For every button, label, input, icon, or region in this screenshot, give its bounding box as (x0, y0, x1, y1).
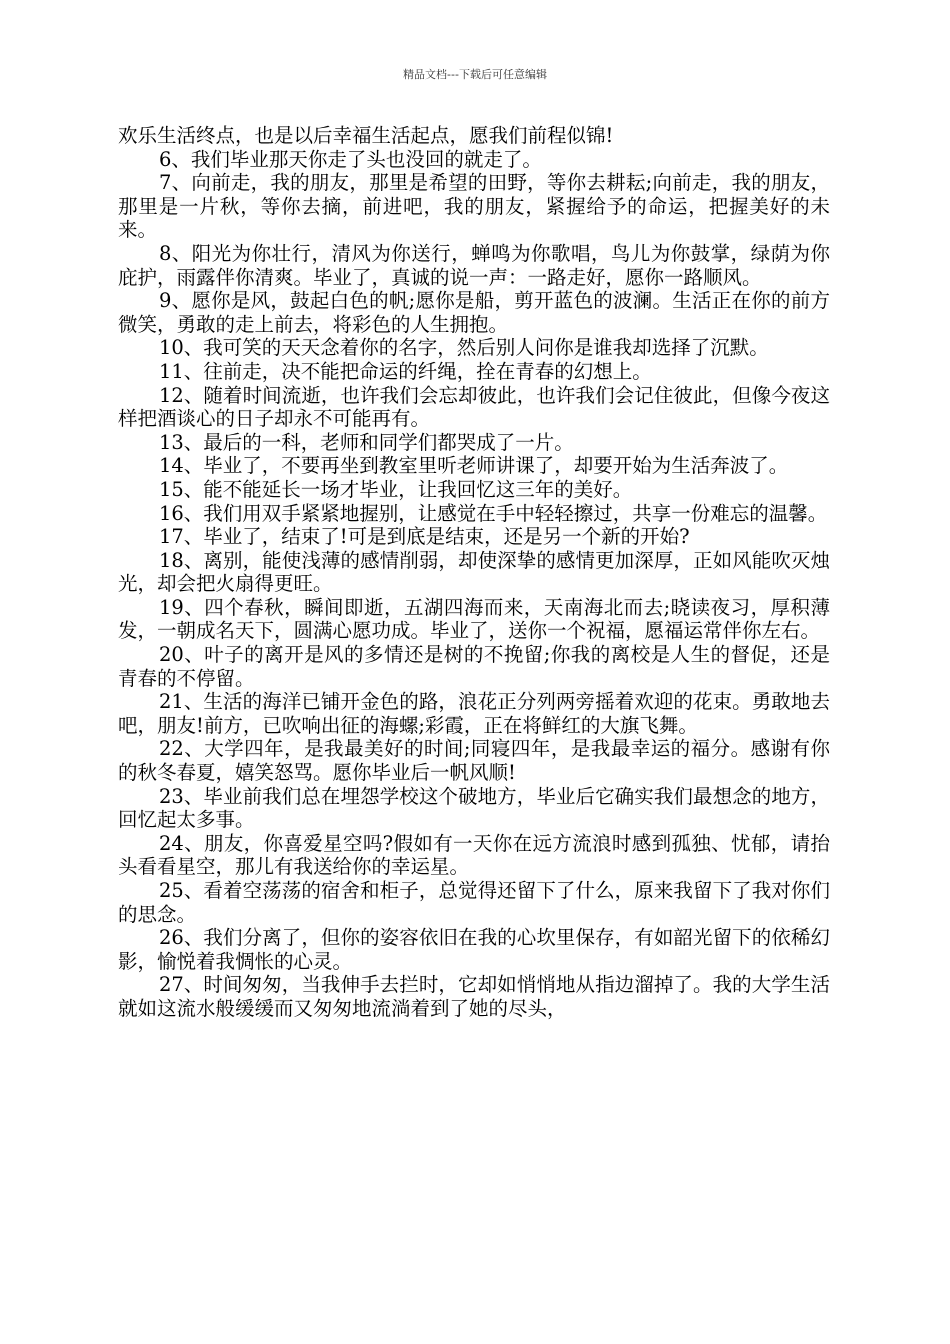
page-header: 精品文档---下载后可任意编辑 (403, 68, 547, 81)
paragraph-11: 11、往前走，决不能把命运的纤绳，拴在青春的幻想上。 (158, 359, 652, 383)
paragraph-continuation: 欢乐生活终点，也是以后幸福生活起点，愿我们前程似锦! (118, 124, 614, 147)
paragraph-13: 13、最后的一科，老师和同学们都哭成了一片。 (158, 430, 574, 454)
paragraph-20: 20、叶子的离开是风的多情还是树的不挽留;你我的离校是人生的督促，还是青春的不停留。 (118, 643, 830, 690)
paragraph-10: 10、我可笑的天天念着你的名字，然后别人问你是谁我却选择了沉默。 (158, 336, 769, 360)
paragraph-23: 23、毕业前我们总在埋怨学校这个破地方，毕业后它确实我们最想念的地方，回忆起太多事。 (118, 784, 830, 832)
paragraph-8: 8、阳光为你壮行，清风为你送行，蝉鸣为你歌唱，鸟儿为你鼓掌，绿荫为你庇护，雨露伴你清爽。毕业了，真诚的说一声：一路走好，愿你一路顺风。 (118, 241, 830, 289)
paragraph-6: 6、我们毕业那天你走了头也没回的就走了。 (158, 147, 542, 171)
document-body (118, 124, 830, 1021)
paragraph-7: 7、向前走，我的朋友，那里是希望的田野，等你去耕耘;向前走，我的朋友，那里是一片秋，等你去摘，前进吧，我的朋友，紧握给予的命运，把握美好的未来。 (118, 171, 830, 242)
paragraph-18: 18、离别，能使浅薄的感情削弱，却使深挚的感情更加深厚，正如风能吹灭烛光，却会把火扇得更旺。 (118, 548, 830, 596)
paragraph-22: 22、大学四年，是我最美好的时间;同寝四年，是我最幸运的福分。感谢有你的秋冬春夏，嬉笑怒骂。愿你毕业后一帆风顺! (118, 737, 830, 785)
paragraph-21: 21、生活的海洋已铺开金色的路，浪花正分列两旁摇着欢迎的花束。勇敢地去吧，朋友!前方，已吹响出征的海螺;彩霞，正在将鲜红的大旗飞舞。 (118, 690, 830, 737)
paragraph-25: 25、看着空荡荡的宿舍和柜子，总觉得还留下了什么，原来我留下了我对你们的思念。 (118, 879, 830, 926)
paragraph-17: 17、毕业了，结束了!可是到底是结束，还是另一个新的开始? (158, 525, 690, 549)
paragraph-19: 19、四个春秋，瞬间即逝，五湖四海而来，天南海北而去;晓读夜习，厚积薄发，一朝成名天下，圆满心愿功成。毕业了，送你一个祝福，愿福运常伴你左右。 (118, 595, 830, 643)
paragraph-26: 26、我们分离了，但你的姿容依旧在我的心坎里保存，有如韶光留下的依稀幻影，愉悦着我惆怅的心灵。 (118, 926, 830, 973)
paragraph-27: 27、时间匆匆，当我伸手去拦时，它却如悄悄地从指边溜掉了。我的大学生活就如这流水般缓缓而又匆匆地流淌着到了她的尽头， (118, 973, 830, 1020)
paragraph-14: 14、毕业了，不要再坐到教室里听老师讲课了，却要开始为生活奔波了。 (158, 454, 789, 478)
paragraph-15: 15、能不能延长一场才毕业，让我回忆这三年的美好。 (158, 477, 633, 501)
paragraph-12: 12、随着时间流逝，也许我们会忘却彼此，也许我们会记住彼此，但像今夜这样把酒谈心的日子却永不可能再有。 (118, 383, 830, 431)
paragraph-16: 16、我们用双手紧紧地握别，让感觉在手中轻轻擦过，共享一份难忘的温馨。 (158, 501, 828, 525)
paragraph-24: 24、朋友，你喜爱星空吗?假如有一天你在远方流浪时感到孤独、忧郁，请抬头看看星空，那儿有我送给你的幸运星。 (118, 831, 830, 879)
paragraph-9: 9、愿你是风，鼓起白色的帆;愿你是船，剪开蓝色的波澜。生活正在你的前方微笑，勇敢的走上前去，将彩色的人生拥抱。 (118, 289, 830, 336)
